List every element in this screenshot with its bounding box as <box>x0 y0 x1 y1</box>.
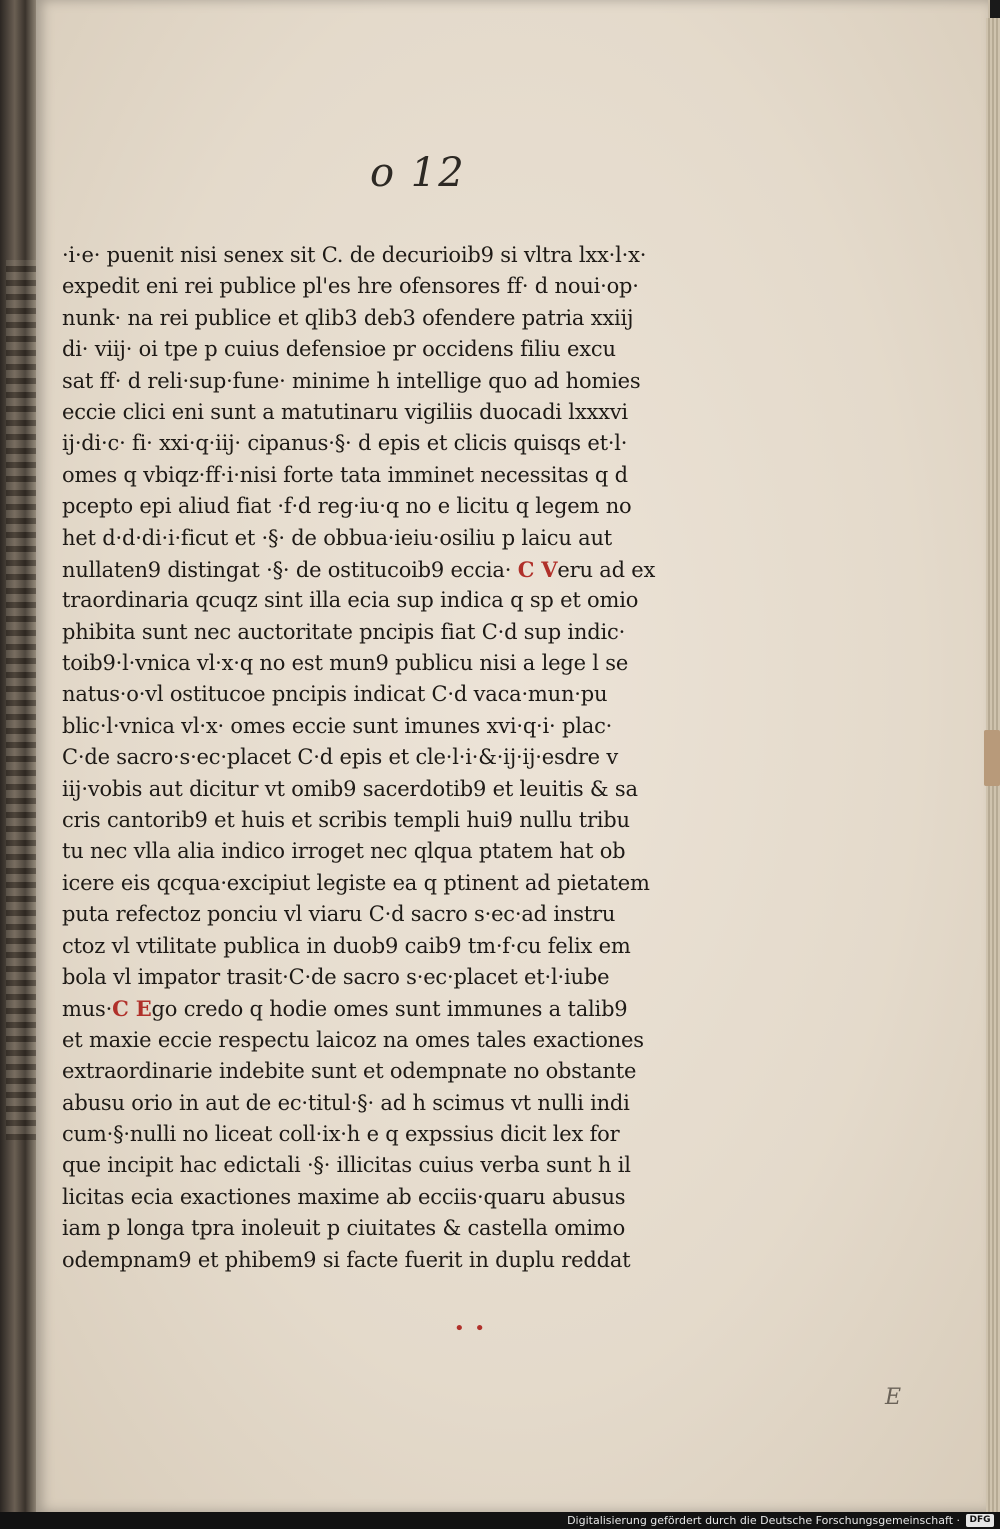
text-line: cris cantorib9 et huis et scribis templi hui9 nullu tribu <box>62 808 630 833</box>
text-line: bola vl impator trasit·C·de sacro s·ec·placet et·l·iube <box>62 964 610 989</box>
folio-number: o 12 <box>370 150 466 196</box>
text-line: et maxie eccie respectu laicoz na omes tales exactiones <box>62 1027 644 1052</box>
text-line: puta refectoz ponciu vl viaru C·d sacro s·ec·ad instru <box>62 902 616 927</box>
text-line: phibita sunt nec auctoritate pncipis fiat C·d sup indic· <box>62 619 626 644</box>
text-line: expedit eni rei publice pl'es hre ofensores ff· d noui·op· <box>62 274 639 299</box>
text-line: odempnam9 et phibem9 si facte fuerit in duplu reddat <box>62 1247 631 1272</box>
text-line: blic·l·vnica vl·x· omes eccie sunt imunes xvi·q·i· plac· <box>62 713 613 738</box>
text-line: pcepto epi aliud fiat ·f·d reg·iu·q no e licitu q legem no <box>62 494 632 519</box>
text-line: icere eis qcqua·excipiut legiste ea q ptinent ad pietatem <box>62 870 650 895</box>
text-line: het d·d·di·i·ficut et ·§· de obbua·ieiu·osiliu p laicu aut <box>62 525 613 550</box>
text-line: extraordinarie indebite sunt et odempnate no obstante <box>62 1059 637 1084</box>
text-line: iij·vobis aut dicitur vt omib9 sacerdotib9 et leuitis & sa <box>62 776 638 801</box>
text-line: abusu orio in aut de ec·titul·§· ad h scimus vt nulli indi <box>62 1090 630 1115</box>
text-line: nunk· na rei publice et qlib3 deb3 ofendere patria xxiij <box>62 305 634 330</box>
footer-bar <box>0 1512 1000 1529</box>
rubric-initial: C E <box>112 996 152 1022</box>
text-segment: go credo q hodie omes sunt immunes a talib9 <box>151 997 628 1022</box>
dfg-logo-icon: DFG <box>966 1514 994 1527</box>
text-column <box>62 240 662 1276</box>
text-line: C·de sacro·s·ec·placet C·d epis et cle·l·i·&·ij·ij·esdre v <box>62 745 619 770</box>
text-line: que incipit hac edictali ·§· illicitas cuius verba sunt h il <box>62 1153 631 1178</box>
text-line: ·i·e· puenit nisi senex sit C. de decurioib9 si vltra lxx·l·x· <box>62 243 647 267</box>
text-line: licitas ecia exactiones maxime ab ecciis·quaru abusus <box>62 1184 626 1209</box>
red-dots-ornament: • • <box>454 1318 487 1339</box>
text-line: iam p longa tpra inoleuit p ciuitates & castella omimo <box>62 1216 626 1241</box>
rubric-initial: C V <box>517 556 558 582</box>
text-line: ctoz vl vtilitate publica in duob9 caib9 tm·f·cu felix em <box>62 933 631 958</box>
text-line: tu nec vlla alia indico irroget nec qlqua ptatem hat ob <box>62 839 626 864</box>
text-segment: nullaten9 distingat ·§· de ostitucoib9 eccia· <box>62 557 512 582</box>
text-line-with-rubric <box>62 993 662 1024</box>
text-line: traordinaria qcuqz sint illa ecia sup indica q sp et omio <box>62 588 639 613</box>
text-line: sat ff· d reli·sup·fune· minime h intellige quo ad homies <box>62 368 641 393</box>
text-line: toib9·l·vnica vl·x·q no est mun9 publicu nisi a lege l se <box>62 651 629 676</box>
text-line: cum·§·nulli no liceat coll·ix·h e q expssius dicit lex for <box>62 1121 620 1146</box>
text-segment: mus· <box>62 997 113 1022</box>
text-line-with-rubric <box>62 554 662 585</box>
bookmark-tab <box>984 730 1000 786</box>
footer-credit: Digitalisierung gefördert durch die Deutsche Forschungsgemeinschaft · <box>567 1514 960 1527</box>
text-line: natus·o·vl ostitucoe pncipis indicat C·d vaca·mun·pu <box>62 682 608 707</box>
text-line: eccie clici eni sunt a matutinaru vigiliis duocadi lxxxvi <box>62 399 628 424</box>
text-segment: eru ad ex <box>557 557 656 582</box>
text-line: omes q vbiqz·ff·i·nisi forte tata imminet necessitas q d <box>62 462 628 487</box>
margin-signature-mark: E <box>885 1385 902 1410</box>
text-line: ij·di·c· fi· xxi·q·iij· cipanus·§· d epis et clicis quisqs et·l· <box>62 431 628 456</box>
text-line: di· viij· oi tpe p cuius defensioe pr occidens filiu excu <box>62 337 616 362</box>
